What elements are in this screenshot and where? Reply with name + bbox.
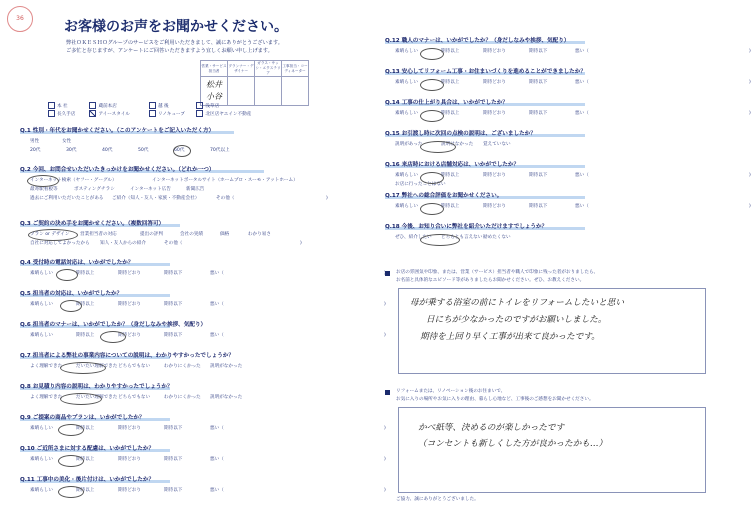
- option[interactable]: 期待以上: [76, 426, 95, 431]
- option[interactable]: 悪い（: [575, 111, 589, 116]
- answer-options: [395, 111, 751, 116]
- page-title: お客様のお声をお聞かせください。: [64, 19, 288, 35]
- option[interactable]: 素晴らしい: [30, 271, 53, 276]
- section-b-prompt: お気に入りの場所やお気に入りの理由、暮らし心地など、工事後のご感想をお聞かせください。: [396, 397, 594, 402]
- handwritten-comment: 日にちが少なかったのですがお願いしました。: [426, 315, 607, 325]
- option[interactable]: ): [326, 196, 328, 201]
- question-label: Q.5 担当者の対応は、いかがでしたか？: [20, 291, 123, 297]
- option[interactable]: 素晴らしい: [395, 173, 418, 178]
- option[interactable]: わかり易さ: [248, 232, 271, 237]
- selected-mark: [420, 79, 444, 91]
- footer-thanks: ご協力、誠にありがとうございました。: [396, 497, 479, 502]
- question-label: Q.8 お見積り内容の説明は、わかりやすかったでしょうか？: [20, 384, 173, 390]
- option[interactable]: お店に行ったことはない: [395, 182, 446, 187]
- option[interactable]: ): [384, 302, 386, 307]
- option[interactable]: よく理解できた: [30, 364, 63, 369]
- option[interactable]: 40代: [102, 148, 113, 153]
- category-row: 本 社 蔵前本店 越 後 浅草店: [48, 102, 256, 109]
- option[interactable]: だいたい理解できた: [76, 364, 118, 369]
- option[interactable]: 素晴らしい: [395, 49, 418, 54]
- option[interactable]: 期待どおり: [118, 271, 141, 276]
- option[interactable]: 悪い（: [575, 173, 589, 178]
- answer-options: [30, 302, 386, 307]
- option[interactable]: 素晴らしい: [395, 111, 418, 116]
- answer-options: [30, 148, 246, 153]
- option[interactable]: だいたい理解できた: [76, 395, 118, 400]
- option[interactable]: 60代: [174, 148, 185, 153]
- staff-name-handwritten: 小谷: [206, 92, 222, 101]
- option[interactable]: 素晴らしい: [30, 302, 53, 307]
- checkbox[interactable]: [48, 102, 55, 109]
- handwritten-comment: 母が乗する浴室の前にトイレをリフォームしたいと思い: [410, 298, 624, 308]
- option[interactable]: 期待どおり: [118, 302, 141, 307]
- option[interactable]: 説明がなかった: [210, 395, 243, 400]
- option[interactable]: ): [300, 241, 302, 246]
- selected-mark: [28, 229, 78, 241]
- section-a-prompt: お名前と具体的なエピソード等がありましたらお聞かせください。ぜひ、お教えください。: [396, 278, 585, 283]
- option[interactable]: 勧めたくない: [483, 235, 511, 240]
- selected-mark: [420, 48, 444, 60]
- option[interactable]: その他（: [164, 241, 183, 246]
- handwritten-comment: （コンセントも新しくした方が良かったかも…）: [418, 439, 608, 449]
- option[interactable]: 期待以上: [76, 271, 95, 276]
- staff-name-handwritten: 松井: [206, 80, 222, 89]
- option[interactable]: 期待以下: [164, 426, 183, 431]
- checkbox[interactable]: [196, 110, 203, 117]
- option[interactable]: 素晴らしい: [30, 457, 53, 462]
- checkbox-checked[interactable]: [89, 110, 96, 117]
- selected-mark: [420, 234, 460, 246]
- option[interactable]: 悪い（: [210, 302, 224, 307]
- option[interactable]: 期待以上: [441, 111, 460, 116]
- option[interactable]: 期待どおり: [118, 457, 141, 462]
- intro-line-1: 弊社ＯＫＥＳＨＯグループのサービスをご利用いただきまして、誠にありがとうございます。: [66, 40, 283, 46]
- category-row: 長久手店 アイースタイル リノキューブ 北区店ヤエイン不動産: [48, 110, 276, 117]
- option[interactable]: どちらでもない: [118, 364, 151, 369]
- option[interactable]: 悪い（: [575, 204, 589, 209]
- option[interactable]: 期待どおり: [118, 488, 141, 493]
- option[interactable]: 素晴らしい: [30, 426, 53, 431]
- staff-cell: [255, 77, 282, 106]
- selected-mark: [58, 424, 84, 436]
- option[interactable]: 期待どおり: [483, 173, 506, 178]
- option[interactable]: インターネットポータルサイト（ホームプロ・スーモ・アットホーム）: [152, 178, 298, 183]
- question-label: Q.7 担当者による弊社の事業内容についての説明は、わかりやすかったでしょうか？: [20, 353, 234, 359]
- question-label: Q.18 今後、お知り合いに弊社を紹介いただけますでしょうか？: [385, 224, 548, 230]
- answer-options: [30, 241, 302, 246]
- option[interactable]: 過去にご利用いただいたことがある: [30, 196, 104, 201]
- selected-mark: [420, 110, 444, 122]
- option[interactable]: 期待どおり: [483, 204, 506, 209]
- selected-mark: [58, 455, 84, 467]
- question-label: Q.4 受付時の電話対応は、いかがでしたか？: [20, 260, 134, 266]
- question-label: Q.6 担当者のマナーは、いかがでしたか？（身だしなみや挨拶、気配り）: [20, 322, 207, 328]
- option[interactable]: 期待どおり: [483, 80, 506, 85]
- comment-box-b[interactable]: [398, 407, 706, 493]
- selected-mark: [60, 393, 102, 405]
- answer-options: [30, 333, 386, 338]
- option[interactable]: インターネット検索（ヤフー・グーグル）: [30, 178, 117, 183]
- option[interactable]: 素晴らしい: [30, 333, 53, 338]
- option[interactable]: ): [749, 173, 751, 178]
- option[interactable]: 提出の評判: [140, 232, 163, 237]
- option[interactable]: ): [749, 204, 751, 209]
- option[interactable]: 期待以下: [164, 457, 183, 462]
- option[interactable]: 悪い（: [210, 333, 224, 338]
- option[interactable]: 説明はなかった: [441, 142, 474, 147]
- option[interactable]: 期待以下: [529, 111, 548, 116]
- option[interactable]: 30代: [66, 148, 77, 153]
- option[interactable]: 期待以上: [441, 49, 460, 54]
- section-b-prompt: リフォームまたは、リノベーション後のお住まいで、: [396, 389, 506, 394]
- option[interactable]: 素晴らしい: [395, 80, 418, 85]
- option[interactable]: よく理解できた: [30, 395, 63, 400]
- option[interactable]: 悪い（: [210, 271, 224, 276]
- option[interactable]: 女性: [62, 139, 72, 144]
- option[interactable]: 期待以上: [441, 80, 460, 85]
- option[interactable]: 期待以下: [164, 333, 183, 338]
- option[interactable]: 会社の実績: [180, 232, 203, 237]
- answer-options: [30, 271, 386, 276]
- option[interactable]: 期待以下: [529, 49, 548, 54]
- question-label: Q.17 弊社への総合評価をお聞かせください。: [385, 193, 503, 199]
- option[interactable]: 期待以上: [76, 333, 95, 338]
- option[interactable]: 男性: [30, 139, 40, 144]
- option[interactable]: 期待以上: [76, 457, 95, 462]
- page-number-stamp: 36: [7, 6, 33, 32]
- answer-options: [30, 178, 298, 183]
- option[interactable]: ): [384, 457, 386, 462]
- question-label: Q.9 ご提案の商品やプランは、いかがでしたか？: [20, 415, 145, 421]
- question-label: Q.10 ご近所さまに対する配慮は、いかがでしたか？: [20, 446, 155, 452]
- staff-header: プランナー・デザイナー: [228, 61, 255, 77]
- staff-header: ガラス・サッシ・エクステリア: [255, 61, 281, 75]
- handwritten-comment: 期待を上回り早く工事が出来て良かったです。: [420, 332, 600, 342]
- option[interactable]: 新聞広告: [186, 187, 205, 192]
- option[interactable]: 知人・友人からの紹介: [100, 241, 146, 246]
- option[interactable]: 期待以上: [76, 488, 95, 493]
- answer-options: [30, 139, 94, 144]
- question-label: Q.3 ご契約の決め手をお聞かせください。（複数回答可）: [20, 221, 165, 227]
- option[interactable]: ): [749, 111, 751, 116]
- checkbox[interactable]: [149, 110, 156, 117]
- option[interactable]: わかりにくかった: [164, 395, 201, 400]
- option[interactable]: 期待以下: [529, 80, 548, 85]
- option[interactable]: わかりにくかった: [164, 364, 201, 369]
- option[interactable]: 悪い（: [210, 488, 224, 493]
- question-label: Q.1 性別・年代をお聞かせください。（このアンケートをご記入いただく方）: [20, 128, 215, 134]
- section-bullet: [385, 390, 390, 395]
- question-label: Q.2 今回、お問合せいただいたきっかけをお聞かせください。（どれか一つ）: [20, 167, 215, 173]
- checkbox[interactable]: [48, 110, 55, 117]
- option[interactable]: 期待以下: [164, 488, 183, 493]
- answer-options: [395, 204, 751, 209]
- selected-mark: [58, 486, 84, 498]
- question-label: Q.11 工事中の美化・後片付けは、いかがでしたか？: [20, 477, 155, 483]
- selected-mark: [27, 175, 59, 187]
- option[interactable]: 説明がなかった: [210, 364, 243, 369]
- selected-mark: [173, 145, 191, 157]
- option[interactable]: 20代: [30, 148, 41, 153]
- staff-table: [200, 60, 309, 106]
- staff-header: 工事担当・コーディネーター: [282, 61, 309, 77]
- question-label: Q.16 来店時における店舗対応は、いかがでしたか？: [385, 162, 520, 168]
- answer-options: [30, 196, 328, 201]
- option[interactable]: 悪い（: [210, 457, 224, 462]
- option[interactable]: 期待以下: [164, 302, 183, 307]
- option[interactable]: ): [384, 426, 386, 431]
- selected-mark: [420, 172, 444, 184]
- option[interactable]: 営業担当者の対応: [80, 232, 117, 237]
- question-label: Q.12 職人のマナーは、いかがでしたか？（身だしなみや挨拶、気配り）: [385, 38, 570, 44]
- answer-options: [395, 173, 751, 178]
- answer-options: [30, 187, 204, 192]
- option[interactable]: 期待以上: [441, 204, 460, 209]
- staff-cell: [282, 77, 309, 106]
- answer-options: [395, 49, 751, 54]
- option[interactable]: 最寄駅看板等: [30, 187, 58, 192]
- answer-options: [395, 80, 751, 85]
- checkbox[interactable]: [89, 102, 96, 109]
- option[interactable]: 覚えていない: [483, 142, 511, 147]
- option[interactable]: 素晴らしい: [395, 204, 418, 209]
- option[interactable]: 価格: [220, 232, 230, 237]
- option[interactable]: 素晴らしい: [30, 488, 53, 493]
- option[interactable]: インターネット広告: [130, 187, 171, 192]
- question-label: Q.14 工事の仕上がり具合は、いかがでしたか？: [385, 100, 508, 106]
- selected-mark: [60, 362, 106, 374]
- option[interactable]: どちらとも言えない: [441, 235, 483, 240]
- option[interactable]: 50代: [138, 148, 149, 153]
- option[interactable]: 期待どおり: [483, 111, 506, 116]
- selected-mark: [100, 331, 126, 343]
- option[interactable]: 悪い（: [575, 80, 589, 85]
- option[interactable]: 70代以上: [210, 148, 230, 153]
- option[interactable]: ポスティングチラシ: [74, 187, 115, 192]
- question-label: Q.15 お引渡し時に次回の点検の説明は、ございましたか？: [385, 131, 536, 137]
- option[interactable]: ): [384, 333, 386, 338]
- staff-header: 営業・サービス担当者: [201, 61, 228, 77]
- option[interactable]: 自社に対応してよかったから: [30, 241, 90, 246]
- option[interactable]: 悪い（: [575, 49, 589, 54]
- option[interactable]: 悪い（: [210, 426, 224, 431]
- option[interactable]: 説明があった: [395, 142, 423, 147]
- option[interactable]: ): [749, 49, 751, 54]
- option[interactable]: その他（: [216, 196, 235, 201]
- checkbox[interactable]: [196, 102, 203, 109]
- intro-line-2: ご多忙と存じますが、アンケートにご回答いただきますよう宜しくお願い申し上げます。: [66, 48, 273, 54]
- question-label: Q.13 安心してリフォーム工事・お住まいづくりを進めることができましたか？: [385, 69, 586, 75]
- checkbox[interactable]: [149, 102, 156, 109]
- selected-mark: [56, 269, 78, 281]
- selected-mark: [420, 203, 444, 215]
- option[interactable]: 期待どおり: [118, 426, 141, 431]
- selected-mark: [420, 141, 456, 153]
- option[interactable]: 期待以上: [441, 173, 460, 178]
- option[interactable]: 期待どおり: [483, 49, 506, 54]
- option[interactable]: 期待以下: [529, 204, 548, 209]
- section-bullet: [385, 271, 390, 276]
- selected-mark: [60, 300, 82, 312]
- option[interactable]: 期待どおり: [118, 333, 141, 338]
- option[interactable]: ご紹介（知人・友人・家族・不動産会社）: [112, 196, 200, 201]
- option[interactable]: ぜひ、紹介したい: [395, 235, 432, 240]
- option[interactable]: 期待以下: [529, 173, 548, 178]
- option[interactable]: ): [384, 488, 386, 493]
- handwritten-comment: かべ紙等、決めるのが楽しかったです: [418, 423, 565, 433]
- option[interactable]: 期待以下: [164, 271, 183, 276]
- option[interactable]: 期待以上: [76, 302, 95, 307]
- option[interactable]: ): [749, 80, 751, 85]
- option[interactable]: プラン or デザイン: [30, 232, 70, 237]
- option[interactable]: どちらでもない: [118, 395, 151, 400]
- section-a-prompt: お店の雰囲気や印象、または、営業（サービス）担当者や職人で印象に残った者がおりましたら、: [396, 270, 599, 275]
